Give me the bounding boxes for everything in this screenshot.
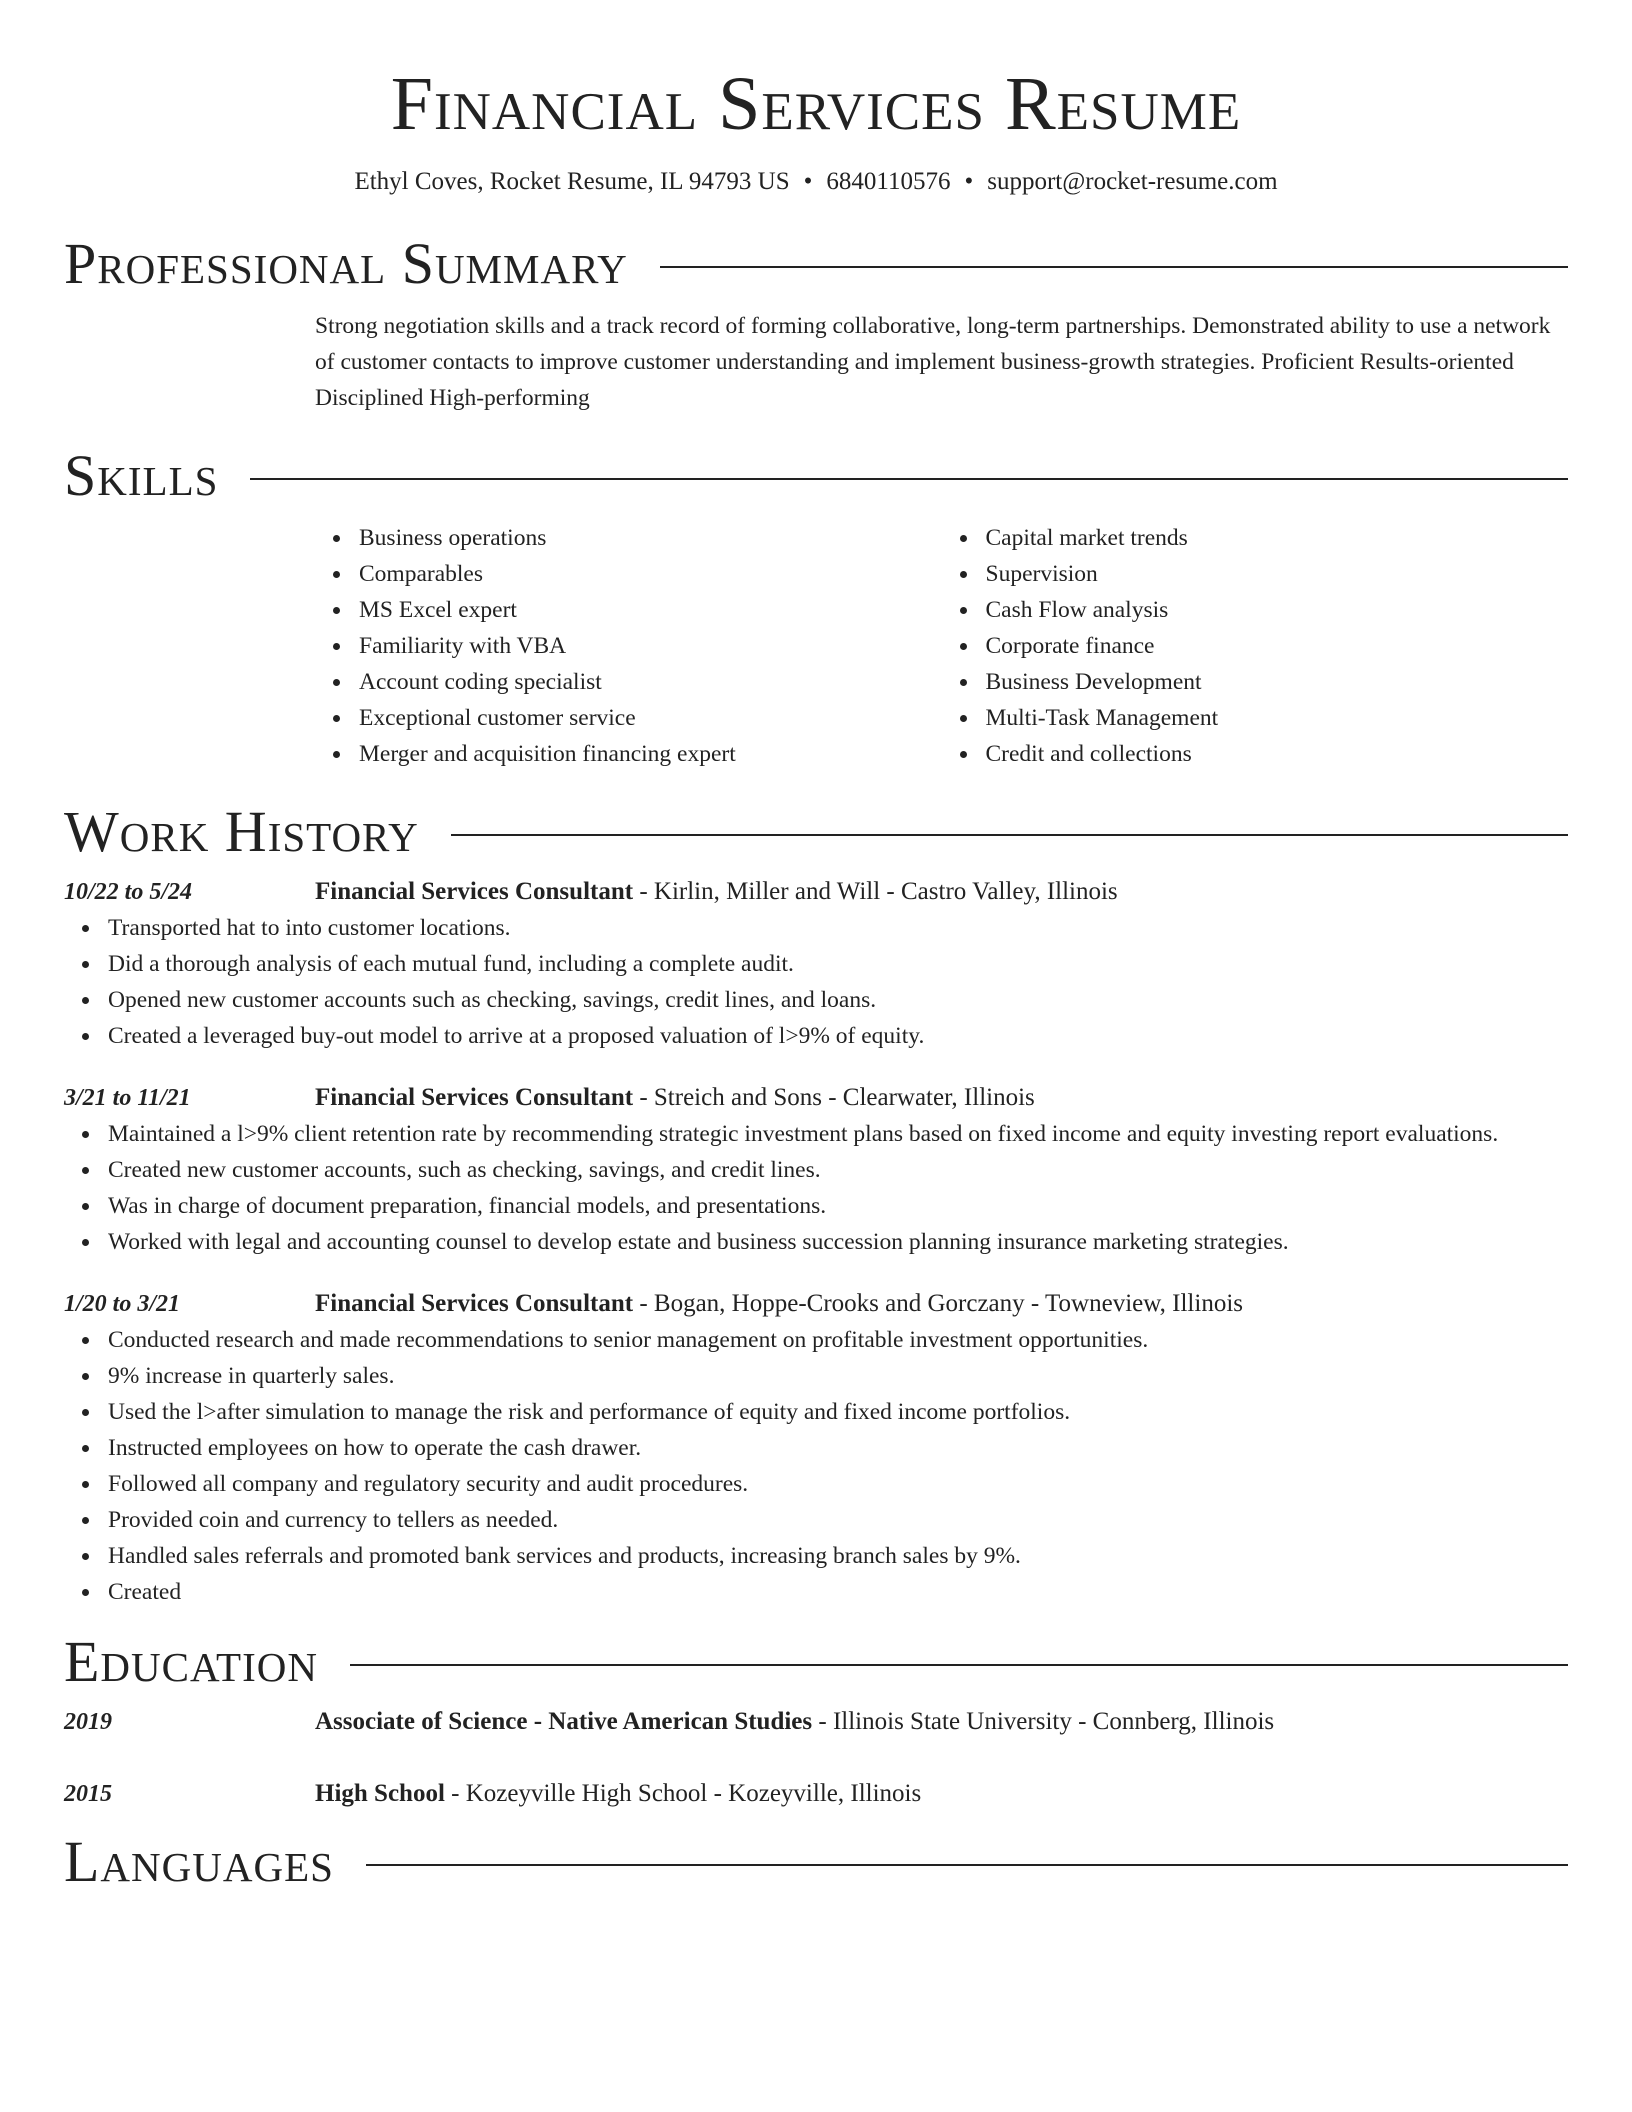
job-list (64, 874, 1568, 1610)
skill-item: Cash Flow analysis (986, 592, 1569, 628)
skill-item: Multi-Task Management (986, 700, 1569, 736)
languages-header (64, 1829, 1568, 1894)
skill-item: Corporate finance (986, 628, 1569, 664)
summary-text: Strong negotiation skills and a track record of forming collaborative, long-term partnerships. Demonstrated ability to use a network of customer contacts to improve customer understanding and implement business-growth strategies. Proficient Results-oriented Disciplined High-performing (315, 313, 1551, 411)
skill-item: Credit and collections (986, 736, 1569, 772)
job-bullet: Created (108, 1574, 1568, 1610)
job-title: Financial Services Consultant (315, 1290, 634, 1317)
skills-list-right (942, 520, 1569, 772)
job-heading (315, 874, 1118, 910)
skills-columns (315, 520, 1568, 772)
skill-item: Merger and acquisition financing expert (359, 736, 942, 772)
job-employer-location: - Bogan, Hoppe-Crooks and Gorczany - Towneview, Illinois (633, 1290, 1244, 1317)
job-bullet: Provided coin and currency to tellers as needed. (108, 1502, 1568, 1538)
education-degree: High School (315, 1780, 445, 1807)
job-dates: 10/22 to 5/24 (64, 879, 193, 905)
job-bullet: Created a leveraged buy-out model to arrive at a proposed valuation of l>9% of equity. (108, 1018, 1568, 1054)
languages-section (64, 1829, 1568, 1894)
job-bullet: Maintained a l>9% client retention rate by recommending strategic investment plans based on fixed income and equity investing report evaluations. (108, 1116, 1568, 1152)
skill-item: Comparables (359, 556, 942, 592)
job-bullet: Created new customer accounts, such as checking, savings, and credit lines. (108, 1152, 1568, 1188)
section-divider (250, 478, 1568, 480)
education-row (64, 1704, 1568, 1740)
contact-line (64, 166, 1568, 198)
job-bullets (64, 1322, 1568, 1610)
education-row (64, 1776, 1568, 1812)
education-degree: Associate of Science - Native American Studies (315, 1708, 813, 1735)
job-bullets (64, 910, 1568, 1054)
education-heading (315, 1704, 1274, 1740)
skills-list-left (315, 520, 942, 772)
skills-heading: Skills (64, 443, 219, 508)
education-section (64, 1629, 1568, 1812)
job-bullet: Opened new customer accounts such as checking, savings, credit lines, and loans. (108, 982, 1568, 1018)
work-history-section (64, 799, 1568, 1610)
skills-header (64, 443, 1568, 508)
summary-heading: Professional Summary (64, 231, 628, 296)
education-header (64, 1629, 1568, 1694)
contact-phone: 6840110576 (826, 168, 951, 195)
education-school: - Kozeyville High School - Kozeyville, Illinois (444, 1780, 922, 1807)
skill-item: Supervision (986, 556, 1569, 592)
contact-email: support@rocket-resume.com (987, 168, 1278, 195)
section-divider (366, 1864, 1568, 1866)
education-school: - Illinois State University - Connberg, Illinois (812, 1708, 1275, 1735)
contact-address: Ethyl Coves, Rocket Resume, IL 94793 US (354, 168, 790, 195)
job-employer-location: - Streich and Sons - Clearwater, Illinois (633, 1084, 1035, 1111)
job-bullet: Was in charge of document preparation, financial models, and presentations. (108, 1188, 1568, 1224)
section-divider (660, 266, 1568, 268)
job-entry (64, 874, 1568, 1054)
education-year: 2015 (64, 1781, 112, 1807)
section-divider (350, 1664, 1568, 1666)
education-list (64, 1704, 1568, 1812)
resume-page (64, 0, 1568, 1892)
job-header-row (64, 1286, 1568, 1322)
education-year: 2019 (64, 1709, 112, 1735)
job-bullet: Transported hat to into customer locations. (108, 910, 1568, 946)
skill-item: Account coding specialist (359, 664, 942, 700)
resume-title: Financial Services Resume (390, 62, 1242, 146)
section-divider (451, 834, 1568, 836)
job-header-row (64, 1080, 1568, 1116)
job-bullet: Did a thorough analysis of each mutual fund, including a complete audit. (108, 946, 1568, 982)
skill-item: Business Development (986, 664, 1569, 700)
skill-item: Exceptional customer service (359, 700, 942, 736)
education-heading: Education (64, 1629, 318, 1694)
contact-separator: • (803, 168, 813, 195)
job-entry (64, 1080, 1568, 1260)
job-entry (64, 1286, 1568, 1610)
skill-item: Capital market trends (986, 520, 1569, 556)
contact-separator: • (964, 168, 974, 195)
job-dates: 1/20 to 3/21 (64, 1291, 181, 1317)
job-bullet: Worked with legal and accounting counsel to develop estate and business succession planning insurance marketing strategies. (108, 1224, 1568, 1260)
skill-item: Familiarity with VBA (359, 628, 942, 664)
job-employer-location: - Kirlin, Miller and Will - Castro Valley, Illinois (633, 878, 1118, 905)
job-title: Financial Services Consultant (315, 878, 634, 905)
job-bullet: Followed all company and regulatory security and audit procedures. (108, 1466, 1568, 1502)
skills-section (64, 443, 1568, 772)
summary-header (64, 231, 1568, 296)
job-bullet: Used the l>after simulation to manage the risk and performance of equity and fixed income portfolios. (108, 1394, 1568, 1430)
job-bullet: Instructed employees on how to operate the cash drawer. (108, 1430, 1568, 1466)
job-bullet: Handled sales referrals and promoted bank services and products, increasing branch sales by 9%. (108, 1538, 1568, 1574)
job-heading (315, 1080, 1035, 1116)
job-heading (315, 1286, 1243, 1322)
work-history-header (64, 799, 1568, 864)
job-title: Financial Services Consultant (315, 1084, 634, 1111)
languages-heading: Languages (64, 1829, 334, 1894)
job-bullet: 9% increase in quarterly sales. (108, 1358, 1568, 1394)
summary-section (64, 231, 1568, 416)
job-header-row (64, 874, 1568, 910)
job-bullets (64, 1116, 1568, 1260)
education-heading (315, 1776, 921, 1812)
work-history-heading: Work History (64, 799, 419, 864)
skill-item: Business operations (359, 520, 942, 556)
job-bullet: Conducted research and made recommendations to senior management on profitable investment opportunities. (108, 1322, 1568, 1358)
job-dates: 3/21 to 11/21 (64, 1085, 191, 1111)
skill-item: MS Excel expert (359, 592, 942, 628)
